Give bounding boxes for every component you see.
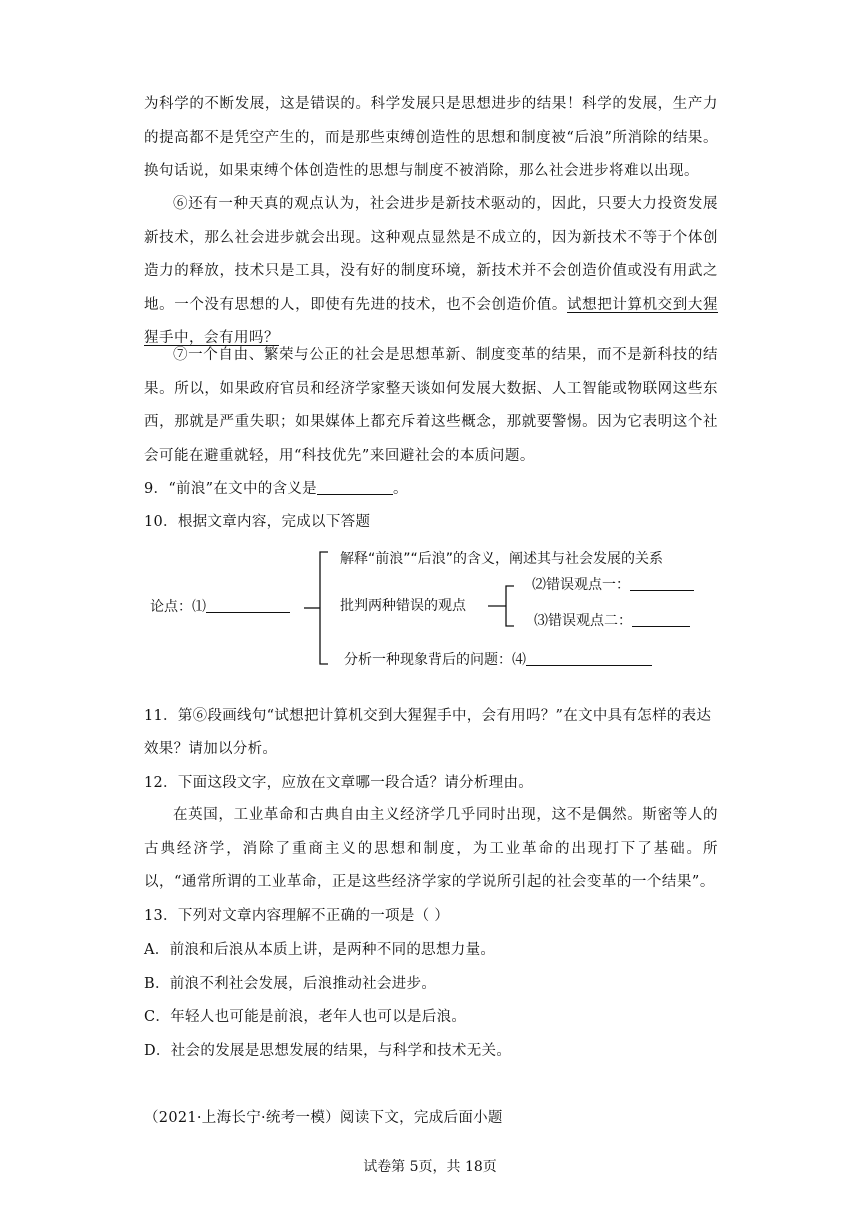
option-c[interactable]: C．年轻人也可能是前浪，老年人也可以是后浪。 — [144, 1009, 467, 1025]
question-12: 12．下面这段文字，应放在文章哪一段合适？请分析理由。 — [144, 775, 534, 791]
branch-analyze-blank[interactable] — [526, 651, 652, 666]
sub-bracket — [506, 586, 514, 626]
wrong-view-one — [532, 576, 694, 594]
question-12-quote: 在英国，工业革命和古典自由主义经济学几乎同时出现，这不是偶然。斯密等人的古典经济学，消除了重商主义的思想和制度，为工业革命的出现打下了基础。所以，“通常所谓的工业革命，正是这些经济学家的学说所引起的社会变革的一个结果”。 — [144, 807, 718, 890]
underlined-sentence: 试想把计算机交到大猩猩手中，会有用吗？ — [144, 296, 719, 346]
branch-analyze-label: 分析一种现象背后的问题：⑷ — [344, 652, 526, 668]
wrong-view-two — [534, 612, 690, 630]
wrong-view-two-label: ⑶错误观点二： — [534, 613, 632, 629]
source-note: （2021·上海长宁·统考一模）阅读下文，完成后面小题 — [144, 1110, 503, 1126]
thesis-blank[interactable] — [206, 598, 290, 613]
page-footer: 试卷第 5页，共 18页 — [363, 1159, 497, 1175]
main-bracket — [320, 552, 328, 664]
option-d[interactable]: D．社会的发展是思想发展的结果，与科学和技术无关。 — [144, 1043, 512, 1059]
wrong-view-two-blank[interactable] — [632, 612, 690, 627]
thesis-label-text: 论点：⑴ — [150, 599, 206, 615]
thesis-label — [150, 598, 290, 616]
answer-blank[interactable] — [317, 480, 393, 495]
question-11-line-1: 11．第⑥段画线句“试想把计算机交到大猩猩手中，会有用吗？”在文中具有怎样的表达 — [144, 708, 712, 724]
question-10: 10．根据文章内容，完成以下答题 — [144, 514, 371, 530]
option-b[interactable]: B．前浪不利社会发展，后浪推动社会进步。 — [144, 976, 437, 992]
question-9-end: 。 — [392, 481, 408, 497]
question-9 — [144, 478, 734, 500]
question-11-line-2: 效果？请加以分析。 — [144, 741, 278, 757]
wrong-view-one-blank[interactable] — [630, 576, 694, 591]
branch-analyze — [344, 651, 652, 669]
passage-paragraph-7: ⑦一个自由、繁荣与公正的社会是思想革新、制度变革的结果，而不是新科技的结果。所以，如果政府官员和经济学家整天谈如何发展大数据、人工智能或物联网这些东西，那就是严重失职；如果媒体上都充斥着这些概念，那就要警惕。因为它表明这个社会可能在避重就轻，用“科技优先”来回避社会的本质问题。 — [144, 347, 718, 464]
passage-paragraph-6 — [144, 188, 718, 356]
passage-paragraph-continued: 为科学的不断发展，这是错误的。科学发展只是思想进步的结果！科学的发展，生产力的提高都不是凭空产生的，而是那些束缚创造性的思想和制度被“后浪”所消除的结果。换句话说，如果束缚个体创造性的思想与制度不被消除，那么社会进步将难以出现。 — [144, 96, 718, 179]
branch-criticize: 批判两种错误的观点 — [340, 598, 466, 614]
wrong-view-one-label: ⑵错误观点一： — [532, 577, 630, 593]
argument-structure-diagram — [150, 548, 722, 672]
paragraph-6-text: ⑥还有一种天真的观点认为，社会进步是新技术驱动的，因此，只要大力投资发展新技术，那么社会进步就会出现。这种观点显然是不成立的，因为新技术不等于个体创造力的释放，技术只是工具，没有好的制度环境，新技术并不会创造价值或没有用武之地。一个没有思想的人，即使有先进的技术，也不会创造价值。 — [144, 196, 718, 313]
option-a[interactable]: A．前浪和后浪从本质上讲，是两种不同的思想力量。 — [144, 942, 496, 958]
branch-explain: 解释“前浪”“后浪”的含义，阐述其与社会发展的关系 — [340, 551, 664, 567]
question-13: 13．下列对文章内容理解不正确的一项是（ ） — [144, 908, 450, 924]
question-9-text: 9．“前浪”在文中的含义是 — [144, 481, 317, 497]
